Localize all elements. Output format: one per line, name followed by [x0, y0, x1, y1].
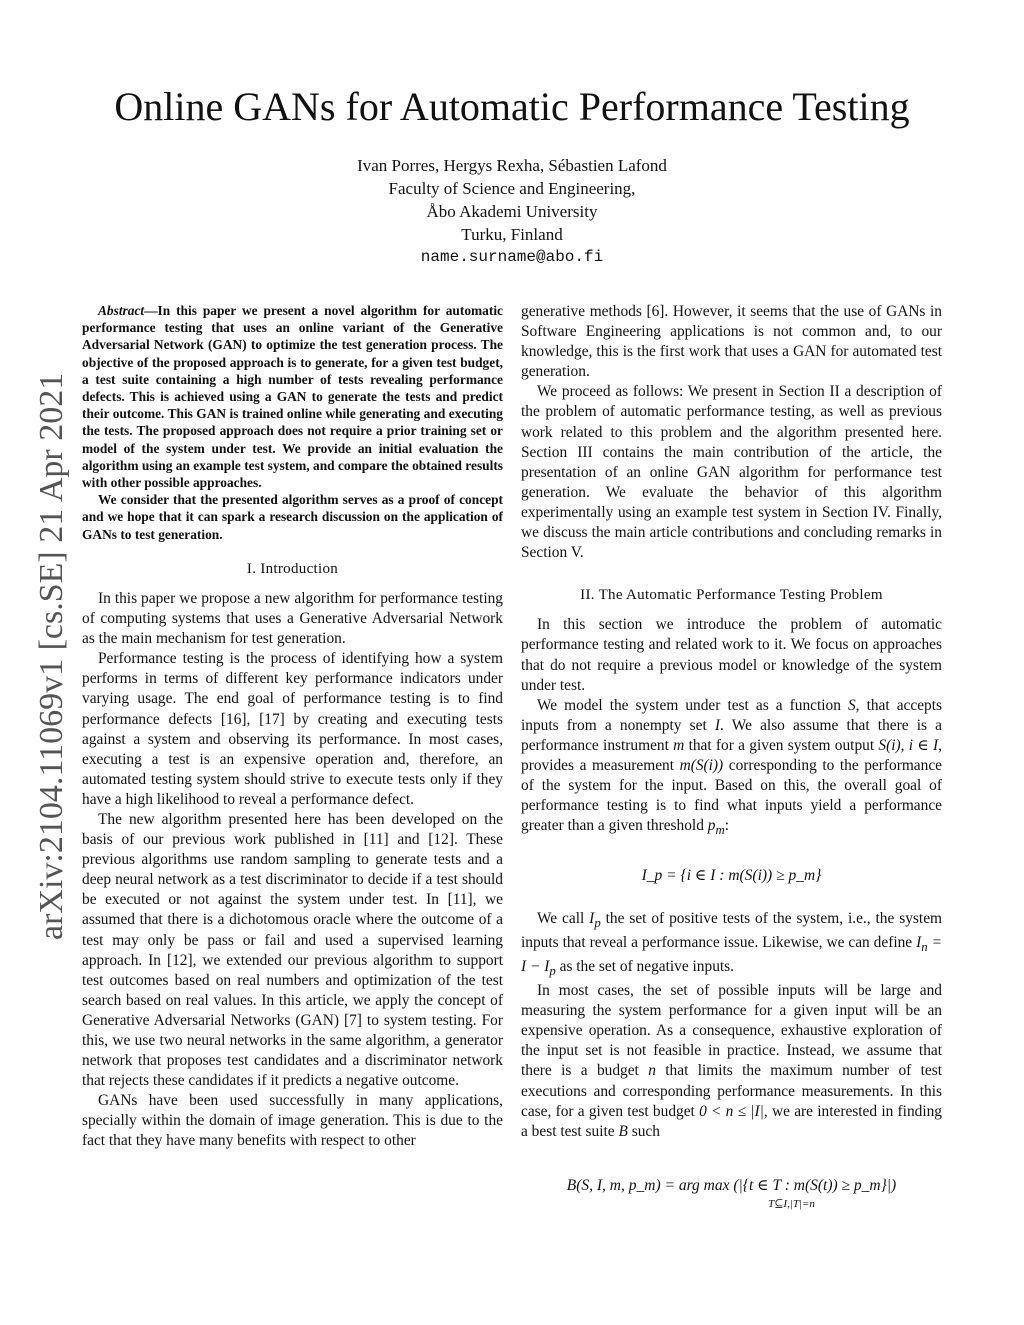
abstract-paragraph — [82, 302, 503, 491]
equation-best-suite — [521, 1176, 942, 1214]
author-email: name.surname@abo.fi — [420, 248, 604, 266]
intro-paragraph-2: Performance testing is the process of identifying how a system performs in terms of different key performance indicators under varying usage. The end goal of performance testing is to find performance defects [16], [17] by creating and executing tests against a system and observing its performance. In most cases, executing a test is an expensive operation and, therefore, an automated testing system should strive to execute tests only if they have a high likelihood to reveal a performance defect. — [82, 650, 503, 808]
arxiv-sidebar-id: arXiv:2104.11069v1 [cs.SE] 21 Apr 2021 — [33, 372, 70, 940]
problem-paragraph-2: We model the system under test as a function S, that accepts inputs from a nonempty set I. We also assume that there is a performance instrument m that for a given system output S(i), i ∈ I, provides a measurement m(S(i)) corresponding to the performance of the system for the input. Based on this, the overall goal of performance testing is to find what inputs yield a performance greater than a given threshold $p_m$: — [521, 696, 942, 838]
problem-paragraph-3: We call $I_p$ the set of positive tests of the system, i.e., the system inputs that reveal a performance issue. Likewise, we can define $I_n = I - I_p$ as the set of negative inputs. — [521, 909, 942, 978]
author-block — [0, 154, 1024, 269]
problem-paragraph-4: In most cases, the set of possible inputs will be large and measuring the system performance for a given input will be an expensive operation. As a consequence, exhaustive exploration of the input set is not feasible in practice. Instead, we assume that there is a budget n that limits the maximum number of test executions and corresponding performance measurements. In this case, for a given test budget 0 < n ≤ |I|, we are interested in finding a best test suite B such — [521, 982, 943, 1140]
intro-paragraph-3: The new algorithm presented here has been developed on the basis of our previous work published in [11] and [12]. These previous algorithms use random sampling to generate tests and a deep neural network as a test discriminator to decide if a test should be executed or not against the system under test. In [11], we assumed that there is a dichotomous oracle where the outcome of a test may only be pass or fail and used a supervised learning approach. In [12], we extended our previous algorithm to support test outcomes based on real numbers and optimization of the test search based on real values. In this article, we apply the concept of Generative Adversarial Networks (GAN) [7] to system testing. For this, we use two neural networks in the same algorithm, a generator network that proposes test candidates and a discriminator network that rejects these candidates if it predicts a negative outcome. — [82, 810, 503, 1090]
author-university: Åbo Akademi University — [426, 202, 598, 221]
author-names: Ivan Porres, Hergys Rexha, Sébastien Lafond — [357, 156, 667, 175]
author-faculty: Faculty of Science and Engineering, — [388, 179, 636, 198]
outline-paragraph: We proceed as follows: We present in Section II a description of the problem of automatic performance testing, as well as previous work related to this problem and the algorithm presented here. Section III contains the main contribution of the article, the presentation of an online GAN algorithm for performance test generation. We evaluate the behavior of this algorithm experimentally using an example test system in Section IV. Finally, we discuss the main article contributions and concluding remarks in Section V. — [521, 383, 942, 562]
problem-paragraph-1: In this section we introduce the problem of automatic performance testing and related work to it. We focus on approaches that do not require a previous model or knowledge of the system under test. — [521, 616, 942, 694]
intro-continuation: generative methods [6]. However, it seems that the use of GANs in Software Engineering applications is not common and, to our knowledge, this is the first work that uses a GAN for automated test generation. — [521, 303, 942, 381]
abstract-label: Abstract — [98, 303, 145, 318]
abstract-paragraph-2: We consider that the presented algorithm serves as a proof of concept and we hope that it can spark a research discussion on the application of GANs to test generation. — [82, 492, 503, 542]
equation-positive-set: I_p = {i ∈ I : m(S(i)) ≥ p_m} — [641, 867, 822, 885]
abstract-text: —In this paper we present a novel algorithm for automatic performance testing that uses an online variant of the Generative Adversarial Network (GAN) to optimize the test generation process. The objective of the proposed approach is to generate, for a given test budget, a test suite containing a high number of tests revealing performance defects. This is achieved using a GAN to generate the tests and predict their outcome. This GAN is trained online while generating and executing the tests. The proposed approach does not require a prior training set or model of the system under test. We provide an initial evaluation the algorithm using an example test system, and compare the obtained results with other possible approaches. — [82, 303, 503, 491]
equation-best-suite-main: B(S, I, m, p_m) = arg max (|{t ∈ T : m(S(t)) ≥ p_m}|) — [566, 1176, 897, 1194]
equation-best-suite-subscript: T⊆I,|T|=n — [768, 1197, 815, 1210]
intro-paragraph-1: In this paper we propose a new algorithm for performance testing of computing systems that uses a Generative Adversarial Network as the main mechanism for test generation. — [82, 589, 503, 648]
paper-title: Online GANs for Automatic Performance Testing — [114, 84, 910, 129]
section-heading-introduction: I. Introduction — [246, 560, 339, 577]
right-column — [521, 302, 942, 1214]
section-heading-problem: II. The Automatic Performance Testing Problem — [580, 587, 883, 604]
author-location: Turku, Finland — [461, 225, 563, 244]
intro-paragraph-4: GANs have been used successfully in many applications, specially within the domain of image generation. This is due to the fact that they have many benefits with respect to other — [82, 1092, 503, 1150]
left-column — [82, 302, 503, 1152]
